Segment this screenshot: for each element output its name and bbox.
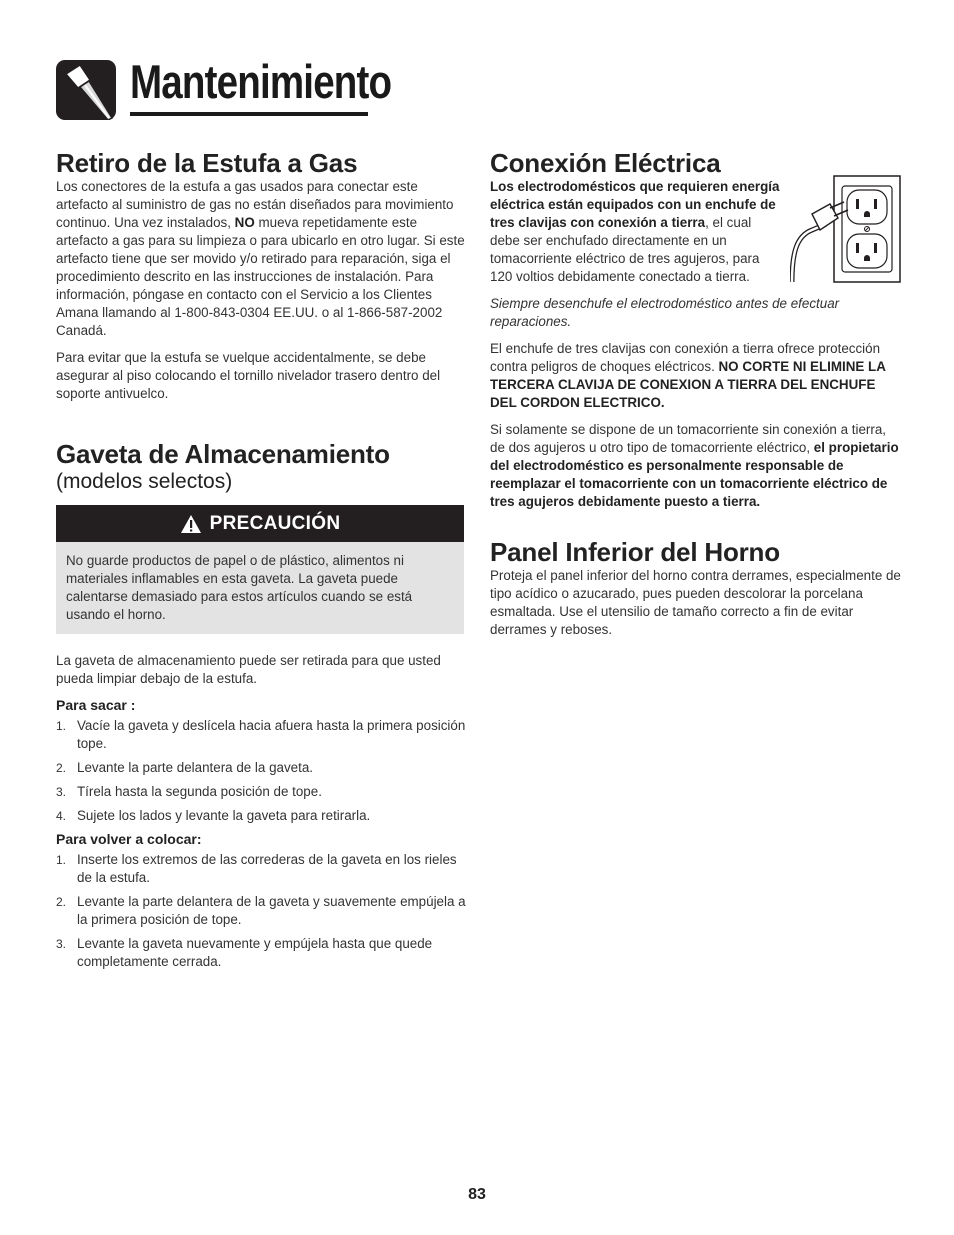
retiro-paragraph-1: Los conectores de la estufa a gas usados para conectar este artefacto al suministro de gas no están diseñados para movimiento continuo. Una vez instalados, NO mueva repetidamente este artefacto a gas para su limpieza o para ubicarlo en otro lugar. Si este artefacto tiene que ser movido y/o retirado para reparación, siga el procedimiento descrito en las instrucciones de instalación. Para información, póngase en contacto con el Servicio a los Clientes Amana llamando al 1-800-843-0304 EE.UU. o al 1-866-587-2002 Canadá.	[56, 179, 465, 338]
list-item: 1. Inserte los extremos de las correderas de la gaveta en los rieles de la estufa.	[56, 852, 457, 885]
list-item: 3. Tírela hasta la segunda posición de tope.	[56, 784, 322, 799]
remove-heading: Para sacar :	[56, 697, 136, 713]
outlet-plug-illustration	[790, 174, 902, 286]
gaveta-intro: La gaveta de almacenamiento puede ser retirada para que usted pueda limpiar debajo de la estufa.	[56, 653, 441, 686]
caution-box	[56, 505, 464, 634]
heading-gaveta: Gaveta de Almacenamiento	[56, 439, 390, 469]
section-gaveta	[56, 439, 466, 971]
conexion-paragraph-1: Los electrodomésticos que requieren energía eléctrica están equipados con un enchufe de tres clavijas con conexión a tierra, el cual debe ser enchufado directamente en un tomacorriente eléctrico de tres agujeros, para 120 voltios debidamente conectado a tierra.	[490, 179, 780, 284]
page-number: 83	[468, 1186, 486, 1203]
caution-label: PRECAUCIÓN	[209, 512, 341, 534]
right-column	[490, 148, 902, 648]
list-item: 2. Levante la parte delantera de la gaveta y suavemente empújela a la primera posición de tope.	[56, 894, 466, 927]
left-column	[56, 148, 466, 977]
panel-paragraph: Proteja el panel inferior del horno contra derrames, especialmente de tipo acídico o azucarado, pues pueden descolorar la porcelana esmaltada. Use el utensilio de tamaño correcto a fin de evitar derrames y reboses.	[490, 568, 901, 637]
screwdriver-icon	[56, 60, 116, 120]
section-conexion	[490, 148, 902, 511]
title-underline	[130, 112, 368, 116]
list-item: 2. Levante la parte delantera de la gaveta.	[56, 760, 313, 775]
conexion-paragraph-2: El enchufe de tres clavijas con conexión a tierra ofrece protección contra peligros de choques eléctricos. NO CORTE NI ELIMINE LA TERCERA CLAVIJA DE CONEXION A TIERRA DEL ENCHUFE DEL CORDON ELECTRICO.	[490, 341, 886, 410]
replace-heading: Para volver a colocar:	[56, 831, 202, 847]
conexion-italic-note: Siempre desenchufe el electrodoméstico antes de efectuar reparaciones.	[490, 296, 840, 329]
gaveta-subtitle: (modelos selectos)	[56, 470, 233, 493]
heading-conexion: Conexión Eléctrica	[490, 148, 721, 178]
remove-steps	[56, 717, 466, 825]
heading-retiro: Retiro de la Estufa a Gas	[56, 148, 358, 178]
list-item: 1. Vacíe la gaveta y deslícela hacia afuera hasta la primera posición tope.	[56, 718, 466, 751]
warning-icon	[180, 514, 202, 534]
section-panel	[490, 537, 902, 639]
list-item: 4. Sujete los lados y levante la gaveta para retirarla.	[56, 808, 371, 823]
list-item: 3. Levante la gaveta nuevamente y empújela hasta que quede completamente cerrada.	[56, 936, 433, 969]
retiro-paragraph-2: Para evitar que la estufa se vuelque accidentalmente, se debe asegurar al piso colocando el tornillo nivelador trasero dentro del soporte antivuelco.	[56, 350, 441, 401]
page-title: Mantenimiento	[130, 55, 392, 108]
heading-panel: Panel Inferior del Horno	[490, 537, 780, 567]
page-header	[56, 54, 392, 122]
replace-steps	[56, 851, 466, 971]
conexion-paragraph-3: Si solamente se dispone de un tomacorriente sin conexión a tierra, de dos agujeros u otro tipo de tomacorriente eléctrico, el propietario del electrodoméstico es personalmente responsable de reemplazar el tomacorriente con un tomacorriente eléctrico de tres agujeros debidamente puesto a tierra.	[490, 422, 899, 509]
caution-header	[56, 505, 464, 542]
caution-text: No guarde productos de papel o de plástico, alimentos ni materiales inflamables en esta gaveta. La gaveta puede calentarse demasiado para estos artículos cuando se está usando el horno.	[56, 542, 464, 634]
section-retiro	[56, 148, 466, 403]
